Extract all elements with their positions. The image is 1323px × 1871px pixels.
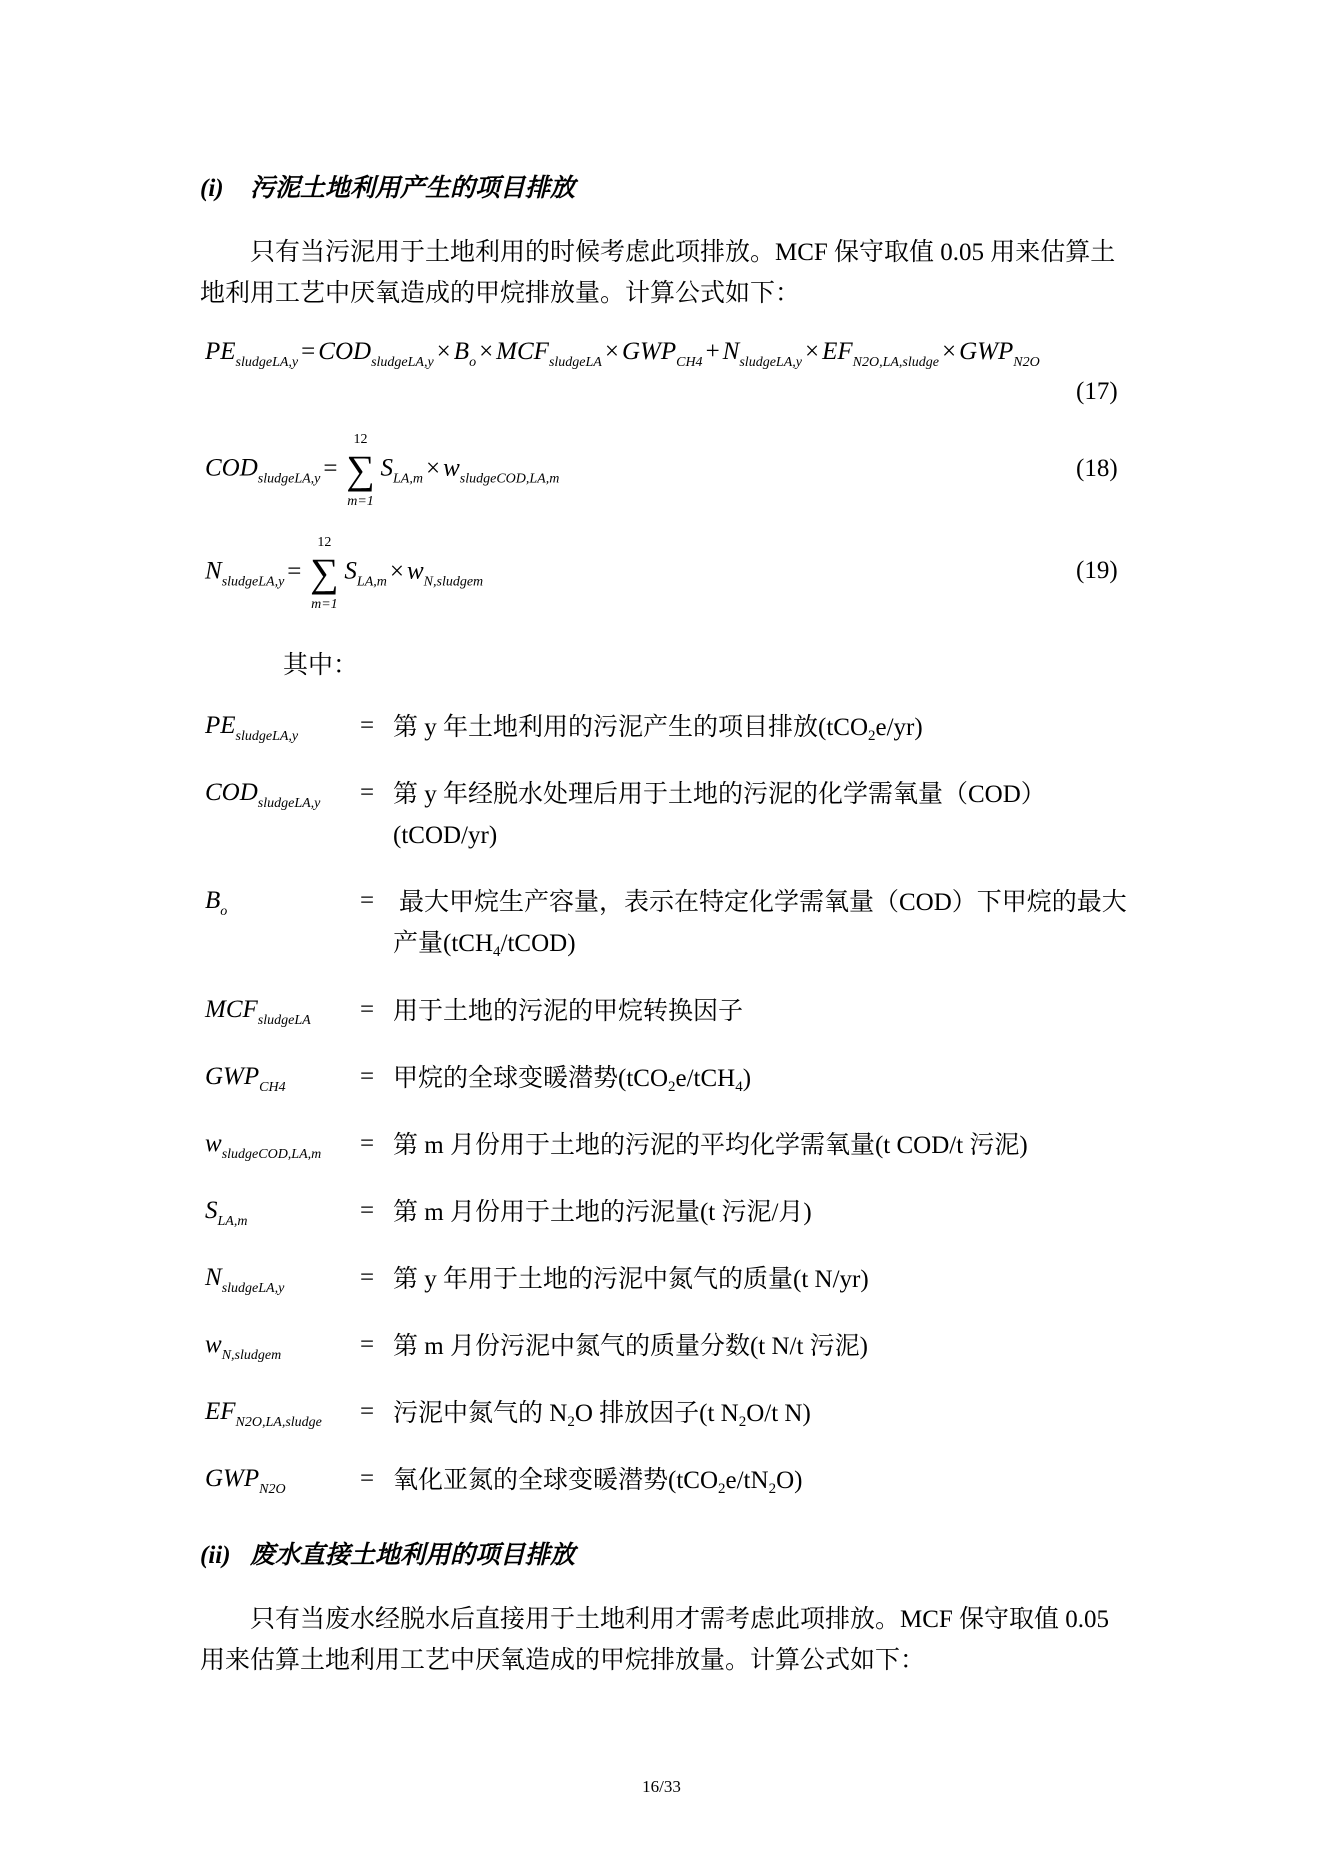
def-symbol-cod: $COD_{sludgeLA,y}$ — [205, 779, 321, 811]
equation-18-number: (18) — [1076, 455, 1118, 482]
section-i-title: 污泥土地利用产生的项目排放 — [250, 175, 576, 202]
def-text-bo: 最大甲烷生产容量，表示在特定化学需氧量（COD）下甲烷的最大产量(tCH$_4$/tCOD) — [393, 889, 1127, 960]
def-symbol-ef-n2o: $EF_{N2O,LA,sludge}$ — [205, 1398, 322, 1430]
section-i-para-text: 只有当污泥用于土地利用的时候考虑此项排放。MCF 保守取值 0.05 用来估算土地利用工艺中厌氧造成的甲烷排放量。计算公式如下： — [200, 239, 1116, 307]
section-ii-paragraph — [200, 1599, 1128, 1681]
equation-19-number: (19) — [1076, 557, 1118, 584]
def-text-mcf: 用于土地的污泥的甲烷转换因子 — [393, 998, 744, 1025]
equation-19: $N_{sludgeLA,y}$ = 12 ∑ m=1 $S_{LA,m} \times w_{N,sludgem}$ — [205, 535, 484, 612]
equation-18: $COD_{sludgeLA,y}$ = 12 ∑ m=1 $S_{LA,m} \times w_{sludgeCOD,LA,m}$ — [205, 432, 560, 509]
def-symbol-gwp-n2o: $GWP_{N2O}$ — [205, 1465, 286, 1497]
def-equals: = — [360, 712, 375, 739]
def-text-w-sludgecod: 第 m 月份用于土地的污泥的平均化学需氧量(t COD/t 污泥) — [393, 1132, 1028, 1159]
def-text-gwp-ch4: 甲烷的全球变暖潜势(tCO$_2$e/tCH$_4$) — [393, 1065, 752, 1095]
def-symbol-w-n-sludgem: $w_{N,sludgem}$ — [205, 1331, 282, 1363]
def-symbol-s-la: $S_{LA,m}$ — [205, 1197, 248, 1229]
def-symbol-n-sludgela: $N_{sludgeLA,y}$ — [205, 1264, 285, 1296]
section-i-heading — [200, 168, 575, 204]
section-i-paragraph — [200, 232, 1128, 314]
def-equals: = — [360, 1398, 375, 1425]
def-equals: = — [360, 1197, 375, 1224]
summation-symbol: 12 ∑ m=1 — [304, 553, 344, 593]
equation-17-number: (17) — [1076, 378, 1118, 405]
def-equals: = — [360, 1331, 375, 1358]
section-ii-heading — [200, 1535, 575, 1571]
def-symbol-gwp-ch4: $GWP_{CH4}$ — [205, 1063, 286, 1095]
section-ii-title: 废水直接土地利用的项目排放 — [250, 1542, 576, 1569]
section-i-number: (i) — [200, 175, 224, 202]
def-text-ef-n2o: 污泥中氮气的 $N_2O$ 排放因子(t $N_2O/t$ N) — [393, 1400, 811, 1430]
def-text-gwp-n2o: 氧化亚氮的全球变暖潜势$(tCO_2e/tN_2O)$ — [393, 1467, 803, 1497]
def-equals: = — [360, 887, 375, 914]
summation-symbol: 12 ∑ m=1 — [341, 450, 381, 490]
def-text-cod: 第 y 年经脱水处理后用于土地的污泥的化学需氧量（COD）(tCOD/yr) — [393, 781, 1046, 849]
section-ii-para-text: 只有当废水经脱水后直接用于土地利用才需考虑此项排放。MCF 保守取值 0.05 用来估算土地利用工艺中厌氧造成的甲烷排放量。计算公式如下： — [200, 1606, 1110, 1674]
def-equals: = — [360, 1063, 375, 1090]
sum-upper-limit: 12 — [353, 432, 368, 447]
def-equals: = — [360, 1264, 375, 1291]
def-text-w-n-sludgem: 第 m 月份污泥中氮气的质量分数(t N/t 污泥) — [393, 1333, 868, 1360]
def-text-pe: 第 y 年土地利用的污泥产生的项目排放(tCO$_2$e/yr) — [393, 714, 923, 744]
section-ii-number: (ii) — [200, 1542, 231, 1569]
def-symbol-w-sludgecod: $w_{sludgeCOD,LA,m}$ — [205, 1130, 322, 1162]
def-text-n-sludgela: 第 y 年用于土地的污泥中氮气的质量(t N/yr) — [393, 1266, 869, 1293]
equation-17: $PE_{sludgeLA,y} = COD_{sludgeLA,y} \times B_o \times MCF_{sludgeLA} \times GWP_{CH4} + N_{sludgeLA,y} \times EF_{N2O,LA,sludge} \times GWP_{N2O}$ — [205, 338, 1040, 370]
sum-lower-limit: m=1 — [347, 494, 374, 509]
def-equals: = — [360, 779, 375, 806]
def-symbol-bo: $B_o$ — [205, 887, 228, 919]
def-symbol-mcf: $MCF_{sludgeLA}$ — [205, 996, 311, 1028]
page-number: 16/33 — [642, 1777, 681, 1796]
def-text-s-la: 第 m 月份用于土地的污泥量(t 污泥/月) — [393, 1199, 812, 1226]
def-equals: = — [360, 1130, 375, 1157]
def-equals: = — [360, 996, 375, 1023]
sum-upper-limit: 12 — [317, 535, 332, 550]
sum-lower-limit: m=1 — [311, 597, 338, 612]
def-symbol-pe: $PE_{sludgeLA,y}$ — [205, 712, 299, 744]
where-label: 其中： — [283, 652, 359, 679]
def-equals: = — [360, 1465, 375, 1492]
